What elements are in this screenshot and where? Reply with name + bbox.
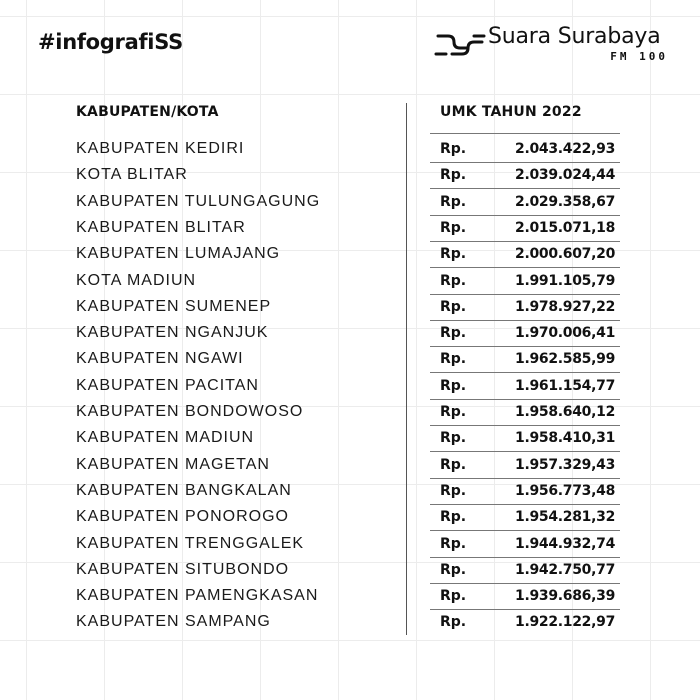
wage-amount: 2.029.358,67 [515,193,616,210]
table-row [0,399,700,425]
region-name: KABUPATEN SITUBONDO [76,560,290,578]
wage-amount: 1.962.585,99 [515,351,616,368]
region-name: KABUPATEN MADIUN [76,429,255,447]
table-row [0,504,700,530]
wage-amount: 1.956.773,48 [515,482,616,499]
table-row [0,425,700,451]
table-row [0,531,700,557]
region-name: KABUPATEN TULUNGAGUNG [76,192,321,210]
wage-amount: 1.978.927,22 [515,298,616,315]
brand-subtitle: FM 100 [610,50,668,63]
currency-label: Rp. [440,246,467,263]
currency-label: Rp. [440,588,467,605]
table-row [0,320,700,346]
table-row [0,215,700,241]
wage-amount: 1.961.154,77 [515,377,616,394]
brand-name: Suara Surabaya [488,24,661,49]
wage-amount: 1.944.932,74 [515,535,616,552]
table-row [0,583,700,609]
region-name: KABUPATEN BONDOWOSO [76,403,304,420]
region-name: KABUPATEN MAGETAN [76,455,270,473]
region-name: KABUPATEN NGANJUK [76,324,269,342]
currency-label: Rp. [440,456,467,473]
currency-label: Rp. [440,167,467,184]
currency-label: Rp. [440,404,467,420]
currency-label: Rp. [440,377,467,394]
currency-label: Rp. [440,272,467,289]
wage-amount: 2.015.071,18 [515,219,616,236]
wage-amount: 2.000.607,20 [515,246,616,263]
region-name: KABUPATEN PONOROGO [76,508,289,526]
currency-label: Rp. [440,141,467,157]
currency-label: Rp. [440,325,467,342]
wage-amount: 2.043.422,93 [515,141,616,157]
table-row [0,478,700,504]
region-name: KABUPATEN NGAWI [76,350,244,368]
currency-label: Rp. [440,351,467,368]
table-row [0,241,700,267]
currency-label: Rp. [440,430,467,447]
table-row [0,162,700,188]
wage-amount: 2.039.024,44 [515,167,616,184]
column-header-wage: UMK TAHUN 2022 [440,104,582,120]
currency-label: Rp. [440,535,467,552]
table-row [0,557,700,583]
table-row [0,609,700,635]
currency-label: Rp. [440,298,467,315]
wage-amount: 1.970.006,41 [515,325,616,342]
table-row [0,268,700,294]
table-row [0,136,700,162]
wage-amount: 1.991.105,79 [515,272,616,289]
wage-amount: 1.958.410,31 [515,430,616,447]
currency-label: Rp. [440,193,467,210]
region-name: KABUPATEN LUMAJANG [76,245,281,263]
region-name: KABUPATEN TRENGGALEK [76,534,305,552]
region-name: KOTA MADIUN [76,271,197,289]
currency-label: Rp. [440,561,467,578]
region-name: KOTA BLITAR [76,166,188,184]
wage-amount: 1.954.281,32 [515,509,616,526]
table-row [0,294,700,320]
table-row [0,346,700,372]
wage-amount: 1.922.122,97 [515,614,616,631]
region-name: KABUPATEN KEDIRI [76,140,245,157]
wage-amount: 1.957.329,43 [515,456,616,473]
currency-label: Rp. [440,482,467,499]
region-name: KABUPATEN SUMENEP [76,297,272,315]
table-row [0,452,700,478]
wage-amount: 1.958.640,12 [515,404,616,420]
region-name: KABUPATEN BANGKALAN [76,481,292,499]
table-row [0,189,700,215]
currency-label: Rp. [440,219,467,236]
currency-label: Rp. [440,614,467,631]
region-name: KABUPATEN BLITAR [76,218,246,236]
table-row [0,373,700,399]
region-name: KABUPATEN PAMENGKASAN [76,587,319,605]
column-header-region: KABUPATEN/KOTA [76,104,219,120]
region-name: KABUPATEN PACITAN [76,376,259,394]
wage-amount: 1.942.750,77 [515,561,616,578]
hashtag-title: #infografiSS [38,30,183,54]
region-name: KABUPATEN SAMPANG [76,613,271,631]
header-rule [430,133,620,134]
wage-amount: 1.939.686,39 [515,588,616,605]
currency-label: Rp. [440,509,467,526]
